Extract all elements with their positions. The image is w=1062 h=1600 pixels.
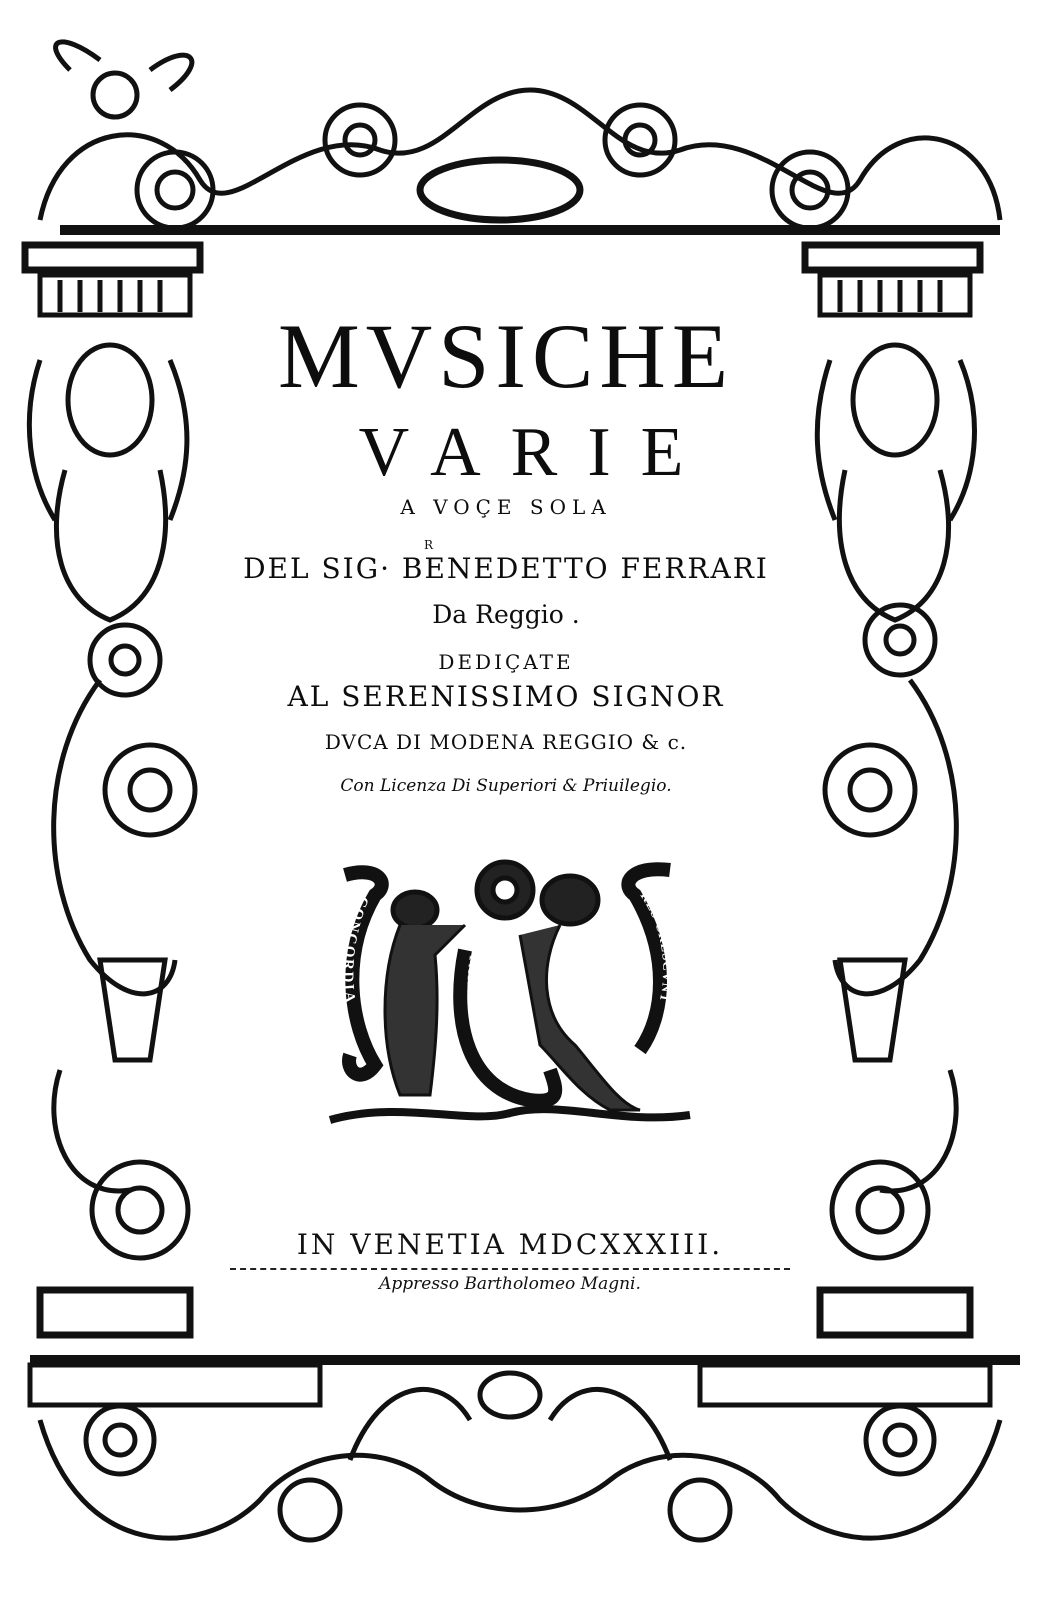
printers-device — [320, 855, 700, 1135]
device-banner-center-text: PARVA — [464, 954, 482, 1008]
dedicatee-title: DVCA DI MODENA REGGIO & c. — [324, 730, 688, 754]
dedicatee-line: AL SERENISSIMO SIGNOR — [287, 680, 725, 713]
dedication-label: DEDIÇATE — [438, 650, 574, 674]
license-line: Con Licenza Di Superiori & Priuilegio. — [340, 776, 672, 796]
subtitle: VARIE — [358, 414, 714, 491]
device-banner-left-text: CONCORDIA — [339, 893, 372, 1006]
imprint-place-date: IN VENETIA MDCXXXIII. — [296, 1228, 724, 1261]
voice-line: A VOÇE SOLA — [400, 495, 612, 519]
imprint-printer: Appresso Bartholomeo Magni. — [379, 1274, 641, 1294]
device-banner-right-text: RES CRESCVNT — [637, 888, 676, 1005]
origin-line: Da Reggio . — [432, 600, 580, 629]
superscript-r: R — [424, 538, 434, 552]
main-title: MVSICHE — [277, 305, 735, 407]
author-line: DEL SIG· BENEDETTO FERRARI — [243, 552, 769, 585]
imprint-rule — [230, 1268, 790, 1270]
